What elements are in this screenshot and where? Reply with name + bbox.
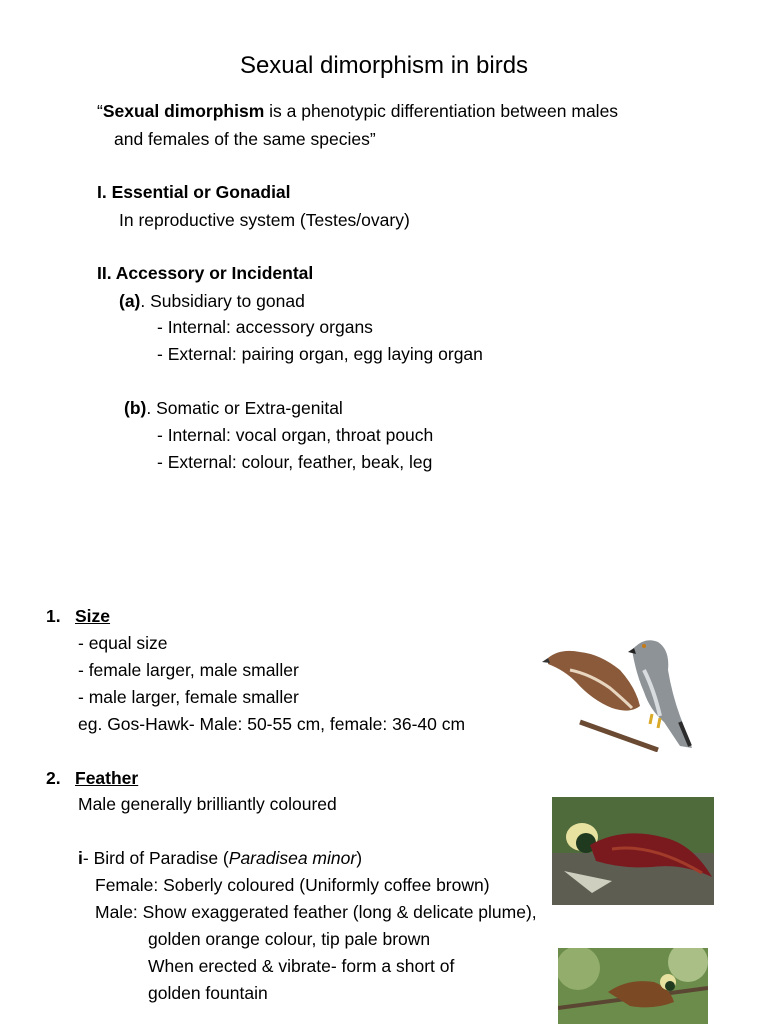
bird-of-paradise-branch-image <box>558 948 708 1024</box>
section2a-text: . Subsidiary to gonad <box>140 291 305 311</box>
size-example: eg. Gos-Hawk- Male: 50-55 cm, female: 36-40 cm <box>78 714 466 734</box>
male-description-cont: golden fountain <box>148 983 268 1003</box>
section2a-item: - External: pairing organ, egg laying organ <box>157 344 483 364</box>
male-description: Male: Show exaggerated feather (long & delicate plume), <box>95 902 537 922</box>
male-description-cont: When erected & vibrate- form a short of <box>148 956 455 976</box>
definition-line1 <box>97 101 618 122</box>
page-title: Sexual dimorphism in birds <box>239 52 529 79</box>
list-number-size: 1. <box>46 606 61 626</box>
section2a-item: - Internal: accessory organs <box>157 317 373 337</box>
section1-heading: I. Essential or Gonadial <box>97 182 291 202</box>
definition-line2: and females of the same species” <box>114 129 376 149</box>
definition-term: Sexual dimorphism <box>102 101 265 121</box>
open-quote: “ <box>97 101 103 121</box>
feather-heading: Feather <box>75 768 139 788</box>
bird-of-paradise-male-image <box>552 797 714 905</box>
female-description: Female: Soberly coloured (Uniformly coffee brown) <box>95 875 490 895</box>
section2b-label: (b) <box>124 398 147 418</box>
section2b <box>124 398 343 419</box>
example-prefix: - Bird of Paradise ( <box>82 848 229 868</box>
section1-detail: In reproductive system (Testes/ovary) <box>119 210 410 230</box>
definition-rest: is a phenotypic differentiation between males <box>264 101 619 121</box>
size-heading: Size <box>75 606 111 626</box>
species-name: Paradisea minor <box>228 848 357 868</box>
goshawk-image <box>540 630 700 752</box>
feather-intro: Male generally brilliantly coloured <box>78 794 337 814</box>
section2a-label: (a) <box>119 291 141 311</box>
size-item: - equal size <box>78 633 168 653</box>
example-suffix: ) <box>356 848 363 868</box>
section2a <box>119 291 305 312</box>
list-number-feather: 2. <box>46 768 61 788</box>
section2b-item: - External: colour, feather, beak, leg <box>157 452 433 472</box>
feather-example <box>78 848 362 869</box>
male-description-cont: golden orange colour, tip pale brown <box>148 929 431 949</box>
example-roman: i <box>78 848 83 868</box>
section2b-item: - Internal: vocal organ, throat pouch <box>157 425 434 445</box>
section2-heading: II. Accessory or Incidental <box>97 263 314 283</box>
size-item: - female larger, male smaller <box>78 660 299 680</box>
section2b-text: . Somatic or Extra-genital <box>146 398 343 418</box>
size-item: - male larger, female smaller <box>78 687 299 707</box>
